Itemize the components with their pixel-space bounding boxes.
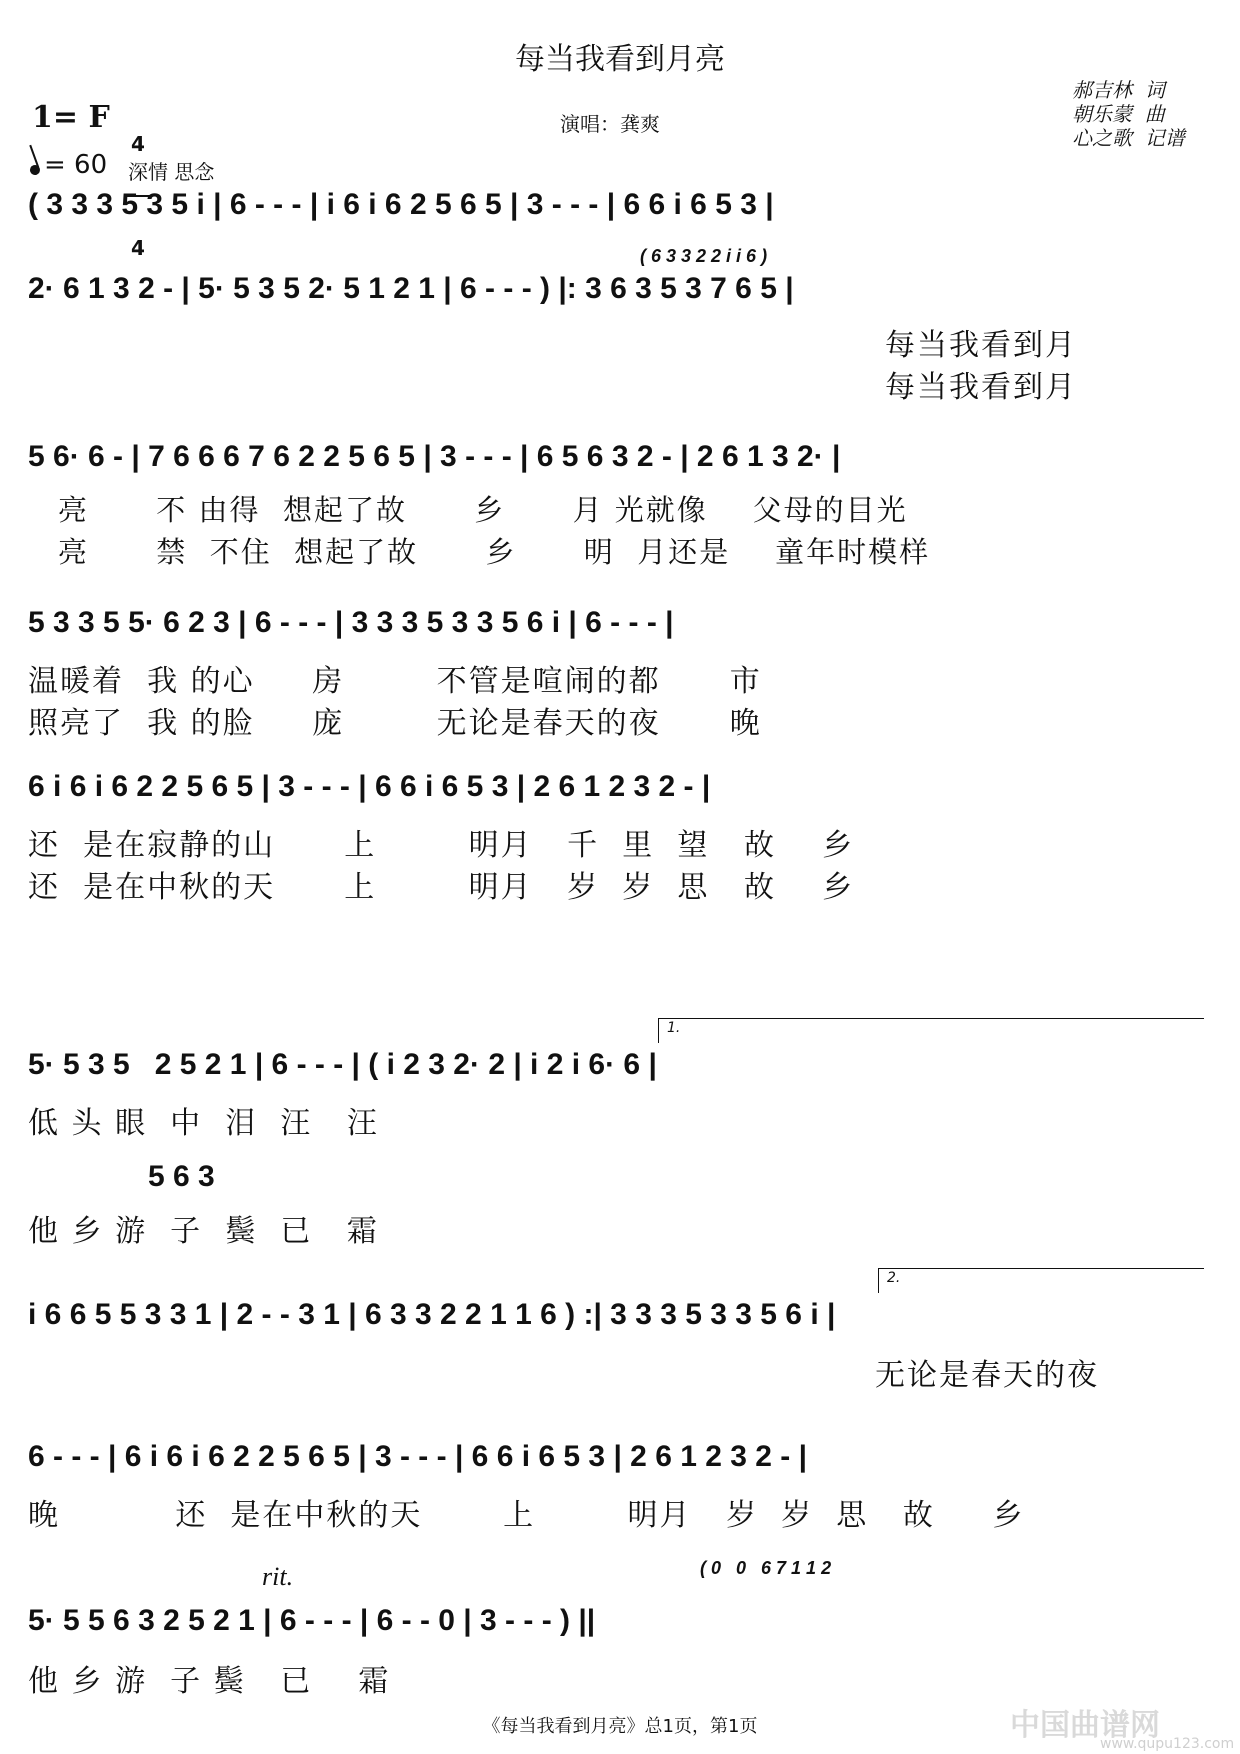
cue-notes-row-6: 5 6 3 (148, 1160, 215, 1193)
tempo-mark (30, 150, 107, 180)
ritardando-mark: rit. (262, 1562, 294, 1591)
lyric-row-4-verse-2: 照亮了 我 的脸 庞 无论是春天的夜 晚 (28, 706, 762, 741)
first-ending-bracket (658, 1018, 1204, 1043)
lyric-row-3-verse-1: 亮 不 由得 想起了故 乡 月 光就像 父母的目光 (58, 493, 908, 527)
time-denominator: 4 (131, 236, 145, 260)
notation-row-6: 5· 5 3 5 2 5 2 1 | 6 - - - | ( i 2 3 2· 2 | i 2 i 6· 6 | (28, 1048, 657, 1081)
quarter-note-icon (29, 164, 42, 177)
first-ending-label: 1. (667, 1020, 681, 1036)
notation-row-8: 6 - - - | 6 i 6 i 6 2 2 5 6 5 | 3 - - - | 6 6 i 6 5 3 | 2 6 1 2 3 2 - | (28, 1440, 808, 1473)
transcriber-credit: 心之歌 记谱 (1072, 126, 1185, 150)
key-signature: 1= F (32, 100, 110, 135)
notation-row-5: 6 i 6 i 6 2 2 5 6 5 | 3 - - - | 6 6 i 6 5 3 | 2 6 1 2 3 2 - | (28, 770, 711, 803)
second-ending-bracket (878, 1268, 1204, 1293)
notation-row-7: i 6 6 5 5 3 3 1 | 2 - - 3 1 | 6 3 3 2 2 1 1 6 ) :| 3 3 3 5 3 3 5 6 i | (28, 1298, 836, 1331)
tempo-description: 深情 思念 (128, 160, 215, 184)
cue-notes-row-2: ( 6 3 3 2 2 i i 6 ) (640, 246, 768, 266)
lyric-row-2-verse-1: 每当我看到月 (885, 328, 1077, 363)
cue-notes-row-9: ( 0 0 6 7 1 1 2 (700, 1558, 832, 1578)
second-ending-label: 2. (887, 1270, 901, 1286)
watermark-url: www.qupu123.com (1100, 1736, 1235, 1752)
notation-row-3: 5 6· 6 - | 7 6 6 6 7 6 2 2 5 6 5 | 3 - - - | 6 5 6 3 2 - | 2 6 1 3 2· | (28, 440, 841, 473)
lyric-row-5-verse-1: 还 是在寂静的山 上 明月 千 里 望 故 乡 (28, 828, 855, 863)
time-signature (126, 94, 150, 278)
notation-row-1: ( 3 3 3 5 3 5 i | 6 - - - | i 6 i 6 2 5 6 5 | 3 - - - | 6 6 i 6 5 3 | (28, 188, 774, 221)
lyric-row-8-verse-1: 晚 还 是在中秋的天 上 明月 岁 岁 思 故 乡 (28, 1498, 1025, 1533)
notation-row-2: 2· 6 1 3 2 - | 5· 5 3 5 2· 5 1 2 1 | 6 - - - ) |: 3 6 3 5 3 7 6 5 | (28, 272, 794, 305)
lyric-row-6-verse-1: 低 头 眼 中 泪 汪 汪 (28, 1106, 379, 1141)
lyric-row-5-verse-2: 还 是在中秋的天 上 明月 岁 岁 思 故 乡 (28, 870, 855, 905)
lyric-row-2-verse-2: 每当我看到月 (885, 370, 1077, 405)
lyric-row-4-verse-1: 温暖着 我 的心 房 不管是喧闹的都 市 (28, 664, 762, 699)
tempo-value: = 60 (44, 150, 108, 180)
singer-credit: 演唱：龚爽 (560, 112, 660, 136)
lyric-row-3-verse-2: 亮 禁 不住 想起了故 乡 明 月还是 童年时模样 (58, 535, 931, 569)
time-numerator: 4 (131, 132, 145, 156)
composer-credit: 朝乐蒙 曲 (1072, 102, 1165, 126)
notation-row-9: 5· 5 5 6 3 2 5 2 1 | 6 - - - | 6 - - 0 | 3 - - - ) || (28, 1604, 596, 1637)
page-footer: 《每当我看到月亮》总1页，第1页 (482, 1716, 758, 1737)
lyric-row-6-verse-2: 他 乡 游 子 鬓 已 霜 (28, 1214, 379, 1249)
song-title: 每当我看到月亮 (515, 42, 725, 77)
watermark-logo: 中国曲谱网 (1010, 1708, 1160, 1743)
notation-row-4: 5 3 3 5 5· 6 2 3 | 6 - - - | 3 3 3 5 3 3 5 6 i | 6 - - - | (28, 606, 674, 639)
lyricist-credit: 郝吉林 词 (1072, 78, 1165, 102)
lyric-row-9-verse-1: 他 乡 游 子 鬓 已 霜 (28, 1664, 391, 1699)
lyric-row-7-verse-1: 无论是春天的夜 (875, 1358, 1099, 1393)
